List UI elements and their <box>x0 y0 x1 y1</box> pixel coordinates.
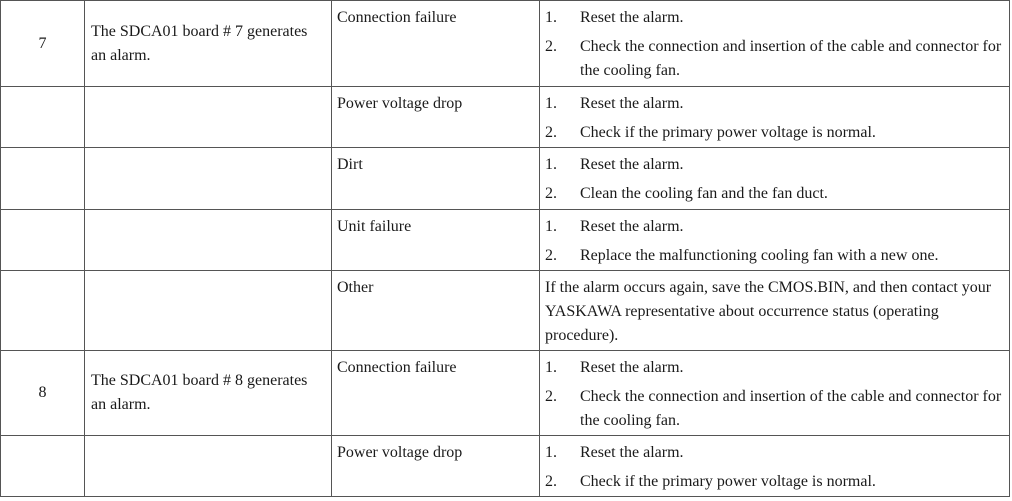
alarm-description: The SDCA01 board # 7 generates an alarm. <box>85 1 332 87</box>
alarm-number: 8 <box>1 351 85 436</box>
step-number: 1. <box>545 218 557 235</box>
remedy-step <box>545 215 1005 239</box>
remedy-step <box>545 153 1005 177</box>
table-row <box>1 87 1010 148</box>
alarm-number <box>1 436 85 497</box>
step-text: Reset the alarm. <box>580 444 684 461</box>
step-text: Check the connection and insertion of the cable and connector for the cooling fan. <box>580 38 1002 79</box>
alarm-remedy <box>540 148 1010 210</box>
step-text: Check if the primary power voltage is normal. <box>580 473 876 490</box>
step-text: Check if the primary power voltage is normal. <box>580 124 876 141</box>
step-number: 1. <box>545 156 557 173</box>
remedy-step <box>545 182 1005 206</box>
alarm-cause: Connection failure <box>332 351 540 436</box>
alarm-number <box>1 87 85 148</box>
alarm-remedy <box>540 271 1010 351</box>
alarm-description <box>85 210 332 271</box>
alarm-number <box>1 210 85 271</box>
alarm-number <box>1 271 85 351</box>
alarm-remedy <box>540 436 1010 497</box>
table-row <box>1 210 1010 271</box>
alarm-description <box>85 87 332 148</box>
table-row <box>1 436 1010 497</box>
step-number: 1. <box>545 359 557 376</box>
alarm-cause: Power voltage drop <box>332 436 540 497</box>
step-text: Check the connection and insertion of the cable and connector for the cooling fan. <box>580 388 1002 429</box>
step-number: 2. <box>545 388 557 405</box>
alarm-remedy <box>540 210 1010 271</box>
remedy-step <box>545 244 1005 268</box>
alarm-cause: Dirt <box>332 148 540 210</box>
table-row <box>1 148 1010 210</box>
alarm-remedy <box>540 1 1010 87</box>
remedy-step <box>545 356 1005 380</box>
step-number: 1. <box>545 95 557 112</box>
remedy-step <box>545 441 1005 465</box>
step-text: Reset the alarm. <box>580 9 684 26</box>
alarm-cause: Other <box>332 271 540 351</box>
table-row <box>1 1 1010 87</box>
step-number: 2. <box>545 185 557 202</box>
remedy-step <box>545 385 1005 433</box>
remedy-step <box>545 92 1005 116</box>
alarm-description <box>85 436 332 497</box>
alarm-remedy <box>540 351 1010 436</box>
alarm-cause: Connection failure <box>332 1 540 87</box>
step-text: Clean the cooling fan and the fan duct. <box>580 185 828 202</box>
step-text: Reset the alarm. <box>580 359 684 376</box>
remedy-step <box>545 35 1005 83</box>
step-number: 1. <box>545 444 557 461</box>
remedy-step <box>545 470 1005 494</box>
remedy-step <box>545 121 1005 145</box>
step-text: Reset the alarm. <box>580 156 684 173</box>
step-number: 2. <box>545 247 557 264</box>
alarm-description <box>85 148 332 210</box>
alarm-description: The SDCA01 board # 8 generates an alarm. <box>85 351 332 436</box>
table-row <box>1 271 1010 351</box>
alarm-number <box>1 148 85 210</box>
remedy-paragraph: If the alarm occurs again, save the CMOS.BIN, and then contact your YASKAWA representative about occurrence status (operating procedure). <box>545 279 992 344</box>
alarm-remedy <box>540 87 1010 148</box>
table-row <box>1 351 1010 436</box>
step-text: Replace the malfunctioning cooling fan with a new one. <box>580 247 939 264</box>
alarm-number: 7 <box>1 1 85 87</box>
step-number: 1. <box>545 9 557 26</box>
step-text: Reset the alarm. <box>580 218 684 235</box>
step-text: Reset the alarm. <box>580 95 684 112</box>
alarm-cause: Power voltage drop <box>332 87 540 148</box>
step-number: 2. <box>545 473 557 490</box>
step-number: 2. <box>545 38 557 55</box>
alarm-cause: Unit failure <box>332 210 540 271</box>
step-number: 2. <box>545 124 557 141</box>
remedy-step <box>545 6 1005 30</box>
alarm-description <box>85 271 332 351</box>
